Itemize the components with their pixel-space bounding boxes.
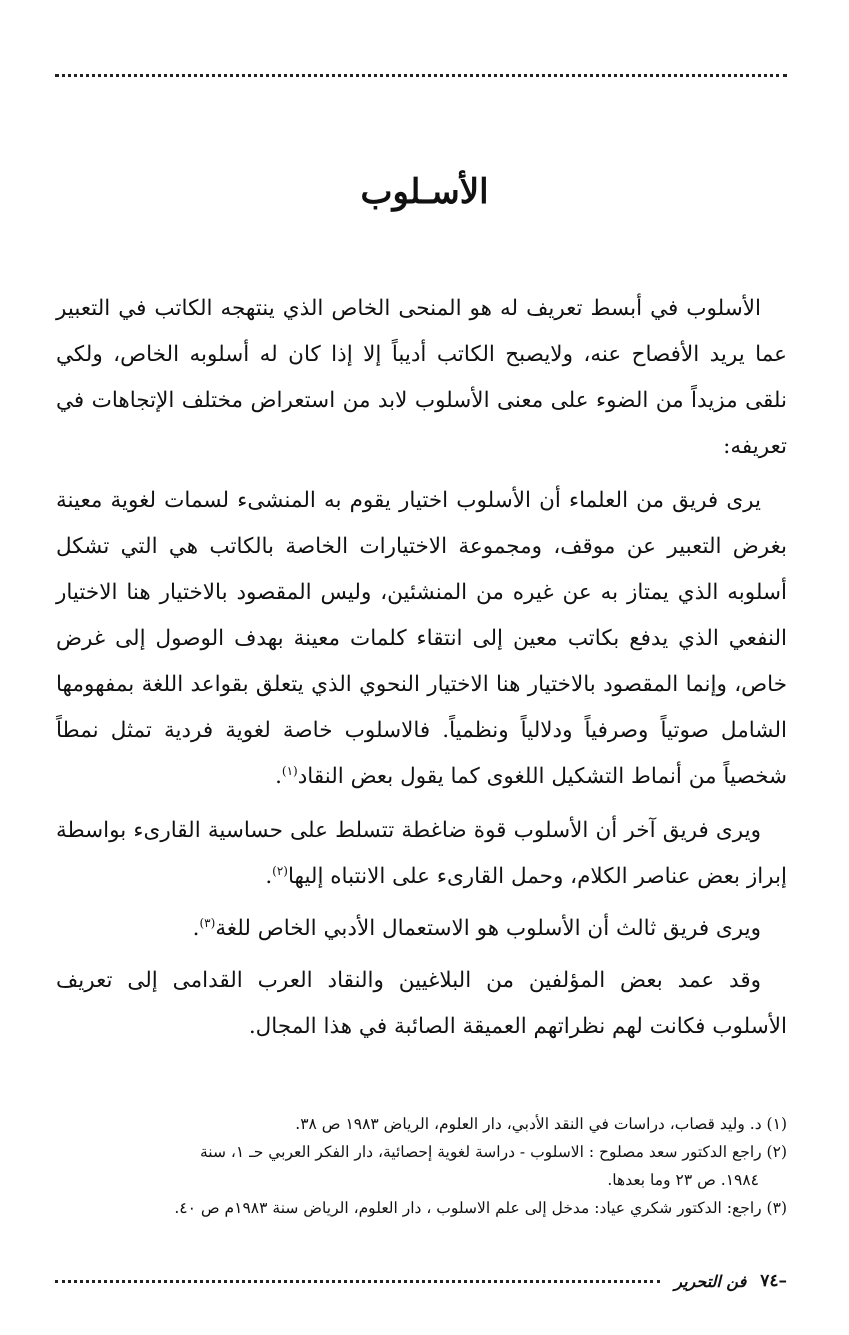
- paragraph: [56, 958, 787, 1050]
- page-number: –٧٤: [760, 1271, 787, 1291]
- paragraph-text: يرى فريق من العلماء أن الأسلوب اختيار يقوم به المنشىء لسمات لغوية معينة بغرض التعبير عن موقف، ومجموعة الاختيارات الخاصة بالكاتب هي التي تشكل أسلوبه الذي يمتاز به عن غيره من المنشئين، وليس المقصود بالاختيار هنا الاختيار النفعي الذي يدفع بكاتب معين إلى انتقاء كلمات معينة بهدف الوصول إلى غرض خاص، وإنما المقصود بالاختيار هنا الاختيار النحوي الذي يتعلق بقواعد اللغة بمفهومها الشامل صوتياً وصرفياً ودلالياً ونظمياً. فالاسلوب خاصة لغوية فردية تمثل نمطاً شخصياً من أنماط التشكيل اللغوى كما يقول بعض النقاد: [56, 488, 787, 789]
- footnote-2: (٢) راجع الدكتور سعد مصلوح : الاسلوب - دراسة لغوية إحصائية، دار الفكر العربي حـ ١، سنة: [200, 1143, 787, 1161]
- footnote-1: (١) د. وليد قصاب، دراسات في النقد الأدبي، دار العلوم، الرياض ١٩٨٣ ص ٣٨.: [295, 1115, 787, 1133]
- body-text: [56, 286, 787, 1058]
- paragraph-text: وقد عمد بعض المؤلفين من البلاغيين والنقاد العرب القدامى إلى تعريف الأسلوب فكانت لهم نظراتهم العميقة الصائبة في هذا المجال.: [56, 968, 787, 1039]
- paragraph-text: ويرى فريق ثالث أن الأسلوب هو الاستعمال الأدبي الخاص للغة: [215, 916, 761, 941]
- page-title: الأسـلوب: [360, 172, 489, 212]
- paragraph-text: الأسلوب في أبسط تعريف له هو المنحى الخاص الذي ينتهجه الكاتب في التعبير عما يريد الأفصاح عنه، ولايصبح الكاتب أديباً إلا إذا كان له أسلوبه الخاص، ولكي نلقى مزيداً من الضوء على معنى الأسلوب لابد من استعراض مختلف الإتجاهات في تعريفه:: [56, 296, 787, 459]
- footnote-2-continued: ١٩٨٤. ص ٢٣ وما بعدها.: [607, 1171, 759, 1189]
- footnote-3: (٣) راجع: الدكتور شكري عياد: مدخل إلى علم الاسلوب ، دار العلوم، الرياض سنة ١٩٨٣م ص ٤٠.: [174, 1199, 787, 1217]
- footnote-ref: (٢): [272, 863, 288, 878]
- paragraph-text: ويرى فريق آخر أن الأسلوب قوة ضاغطة تتسلط على حساسية القارىء بواسطة إبراز بعض عناصر الكلام، وحمل القارىء على الانتباه إليها: [56, 818, 787, 889]
- footnote-ref: (١): [281, 763, 298, 778]
- footnotes: [56, 1110, 787, 1222]
- running-title: فن التحرير: [674, 1271, 747, 1291]
- top-dotted-rule: [55, 74, 787, 77]
- paragraph: ويرى فريق ثالث أن الأسلوب هو الاستعمال الأدبي الخاص للغة$^{(٣)}$.: [192, 915, 761, 941]
- paragraph: يرى فريق من العلماء أن الأسلوب اختيار يقوم به المنشىء لسمات لغوية معينة بغرض التعبير عن موقف، ومجموعة الاختيارات الخاصة بالكاتب هي التي تشكل أسلوبه الذي يمتاز به عن غيره من المنشئين، وليس المقصود بالاختيار هنا الاختيار النفعي الذي يدفع بكاتب معين إلى انتقاء كلمات معينة بهدف الوصول إلى غرض خاص، وإنما المقصود بالاختيار هنا الاختيار النحوي الذي يتعلق بقواعد اللغة بمفهومها الشامل صوتياً وصرفياً ودلالياً ونظمياً. فالاسلوب خاصة لغوية فردية تمثل نمطاً شخصياً من أنماط التشكيل اللغوى كما يقول بعض النقاد$^{(١)}$.: [56, 488, 787, 789]
- page-footer: [55, 1266, 787, 1296]
- paragraph: ويرى فريق آخر أن الأسلوب قوة ضاغطة تتسلط على حساسية القارىء بواسطة إبراز بعض عناصر الكلام، وحمل القارىء على الانتباه إليها$^{(٢)}$.: [56, 818, 787, 889]
- paragraph: [56, 286, 787, 470]
- footnote-ref: (٣): [199, 915, 216, 930]
- bottom-dotted-rule: [55, 1280, 660, 1283]
